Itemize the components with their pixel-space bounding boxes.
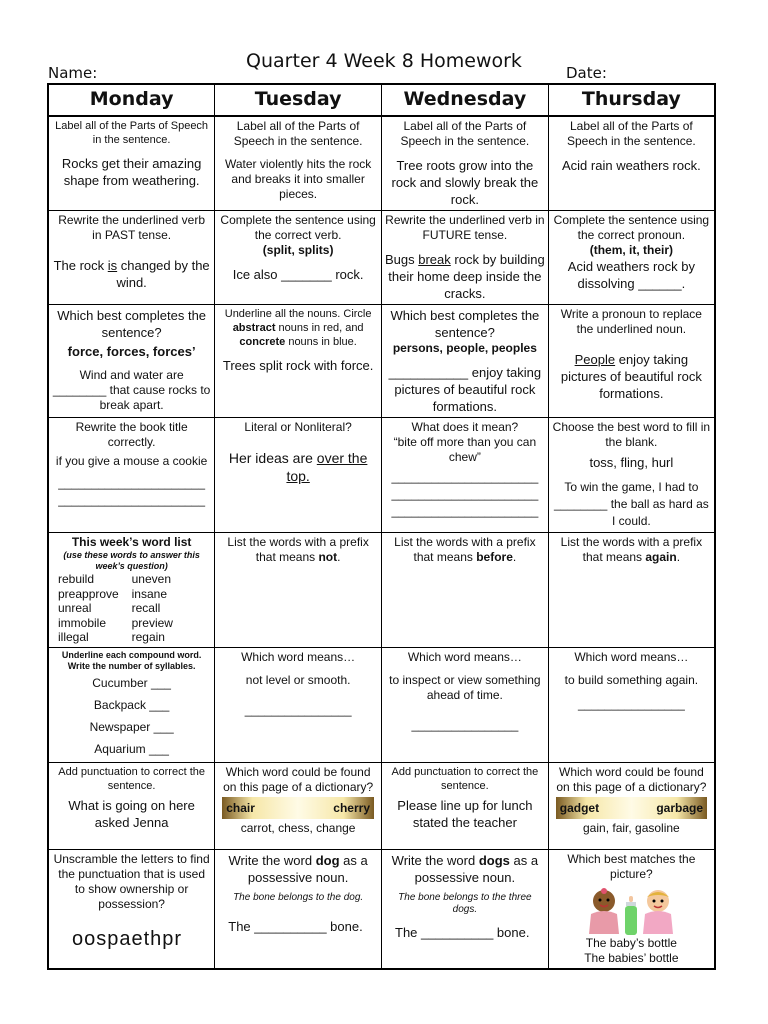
instruction: Add punctuation to correct the sentence. — [58, 765, 205, 792]
instruction: Underline all the nouns. Circle abstract nouns in red, and concrete nouns in blue. — [224, 308, 372, 348]
sentence: The __________ bone. — [395, 924, 530, 940]
row-titles-idioms — [48, 418, 715, 533]
pronoun-choices: (them, it, their) — [589, 243, 674, 257]
cell-tue-1 — [215, 116, 382, 211]
cell-thu-6 — [548, 647, 715, 762]
cell-thu-2 — [548, 211, 715, 305]
cell-mon-7 — [48, 762, 215, 849]
word-choices: force, forces, forces’ — [67, 344, 196, 359]
row-parts-of-speech — [48, 116, 715, 211]
word-list-title: This week’s word list — [71, 535, 192, 549]
instruction: Which best completes the sentence? — [390, 308, 540, 340]
word-choices: persons, people, peoples — [392, 341, 537, 355]
cell-tue-5 — [215, 533, 382, 648]
cell-thu-3 — [548, 305, 715, 418]
instruction: Which word means… — [574, 649, 689, 664]
underlined-phrase: over the top. — [286, 450, 368, 484]
instruction: Write the word dog as a possessive noun. — [228, 852, 368, 885]
row-verbs-pronouns — [48, 211, 715, 305]
instruction: Label all of the Parts of Speech in the sentence. — [55, 120, 209, 146]
cell-wed-6 — [382, 647, 549, 762]
date-label: Date: — [566, 64, 607, 82]
cell-wed-2 — [382, 211, 549, 305]
row-possessives — [48, 849, 715, 969]
instruction: List the words with a prefix that means again. — [560, 535, 703, 564]
cell-wed-3 — [382, 305, 549, 418]
sentence: Wind and water are ________ that cause rocks to break apart. — [52, 368, 211, 412]
cell-thu-1 — [548, 116, 715, 211]
cell-thu-8 — [548, 849, 715, 969]
instruction: Rewrite the book title correctly. — [75, 420, 188, 449]
definition: to inspect or view something ahead of time. — [389, 672, 541, 702]
instruction: Complete the sentence using the correct pronoun. — [553, 213, 710, 242]
idiom: “bite off more than you can chew” — [393, 435, 537, 464]
word: recall — [131, 601, 161, 615]
sentence: Her ideas are over the top. — [228, 450, 368, 484]
instruction: Label all of the Parts of Speech in the sentence. — [566, 119, 696, 148]
word-list-note: (use these words to answer this week’s question) — [63, 550, 200, 571]
name-label: Name: — [48, 64, 98, 82]
answer-line: ________________ — [577, 696, 685, 711]
instruction: Add punctuation to correct the sentence. — [391, 765, 539, 792]
word-choices: carrot, chess, change — [240, 820, 356, 835]
word-choices: gain, fair, gasoline — [583, 820, 680, 835]
book-title: if you give a mouse a cookie — [55, 454, 208, 468]
word: immobile — [58, 615, 107, 630]
sentence: Acid weathers rock by dissolving ______. — [567, 259, 695, 291]
cell-mon-1 — [48, 116, 215, 211]
sentence: The __________ bone. — [228, 918, 363, 934]
cell-tue-2 — [215, 211, 382, 305]
cell-mon-5 — [48, 533, 215, 648]
sentence: Rocks get their amazing shape from weathering. — [61, 156, 202, 188]
cell-mon-3 — [48, 305, 215, 418]
day-header-thursday: Thursday — [548, 84, 715, 116]
word: preview — [131, 615, 173, 630]
day-header-tuesday: Tuesday — [215, 84, 382, 116]
answer-line: ______________________ — [391, 487, 539, 501]
cell-thu-4 — [548, 418, 715, 533]
underlined-verb: break — [418, 252, 451, 267]
baby-icon — [586, 888, 622, 936]
cell-tue-4 — [215, 418, 382, 533]
word: uneven — [131, 572, 171, 586]
cell-wed-4 — [382, 418, 549, 533]
instruction: Which word could be found on this page of a dictionary? — [223, 764, 374, 794]
word: illegal — [58, 630, 89, 644]
instruction: Label all of the Parts of Speech in the sentence. — [233, 119, 363, 148]
day-header-monday: Monday — [48, 84, 215, 116]
compound-item: Cucumber ___ — [92, 675, 171, 690]
word: insane — [131, 586, 167, 601]
cell-wed-8 — [382, 849, 549, 969]
example: The bone belongs to the three dogs. — [398, 891, 532, 915]
sentence: Acid rain weathers rock. — [562, 158, 701, 173]
instruction: Write the word dogs as a possessive noun. — [391, 852, 539, 885]
sentence: Bugs break rock by building their home deep inside the cracks. — [385, 252, 545, 301]
word: rebuild — [58, 572, 95, 586]
instruction: List the words with a prefix that means before. — [394, 535, 536, 564]
row-punctuation-dictionary — [48, 762, 715, 849]
row-prefixes — [48, 533, 715, 648]
row-nouns — [48, 305, 715, 418]
word-choices: toss, fling, hurl — [589, 455, 674, 470]
cell-wed-1 — [382, 116, 549, 211]
guide-word: gadget — [559, 800, 600, 815]
instruction: Choose the best word to fill in the blank. — [552, 420, 711, 449]
sentence: The rock is changed by the wind. — [53, 258, 210, 290]
cell-tue-8 — [215, 849, 382, 969]
cell-mon-2 — [48, 211, 215, 305]
answer-line: ______________________ — [391, 504, 539, 518]
cell-tue-3 — [215, 305, 382, 418]
header-row — [48, 84, 715, 116]
answer-line: ________________ — [244, 702, 352, 717]
instruction: Underline each compound word. Write the number of syllables. — [61, 649, 202, 671]
guide-words-banner — [556, 797, 707, 819]
sentence: Tree roots grow into the rock and slowly break the rock. — [391, 158, 539, 207]
cell-wed-7 — [382, 762, 549, 849]
instruction: Which word could be found on this page of a dictionary? — [556, 764, 707, 794]
cell-thu-7 — [548, 762, 715, 849]
sentence: Ice also _______ rock. — [232, 267, 364, 282]
verb-choices: (split, splits) — [262, 243, 334, 257]
sentence: Trees split rock with force. — [222, 358, 374, 373]
instruction: Write a pronoun to replace the underlined noun. — [560, 307, 702, 336]
instruction: Rewrite the underlined verb in FUTURE tense. — [385, 213, 545, 242]
cell-mon-4 — [48, 418, 215, 533]
cell-mon-8 — [48, 849, 215, 969]
sentence: What is going on here asked Jenna — [68, 797, 195, 830]
guide-word: garbage — [656, 800, 703, 815]
compound-item: Aquarium ___ — [94, 741, 169, 756]
sentence: People enjoy taking pictures of beautiful rock formations. — [560, 352, 702, 401]
guide-word: cherry — [333, 800, 370, 815]
instruction: List the words with a prefix that means not. — [227, 535, 369, 564]
option: The baby’s bottle — [585, 935, 677, 950]
page-title: Quarter 4 Week 8 Homework — [246, 50, 522, 72]
sentence: Water violently hits the rock and breaks it into smaller pieces. — [224, 157, 372, 201]
definition: not level or smooth. — [245, 672, 351, 687]
sentence: To win the game, I had to ________ the ball as hard as I could. — [553, 480, 709, 528]
cell-wed-5 — [382, 533, 549, 648]
instruction: Label all of the Parts of Speech in the sentence. — [400, 119, 530, 148]
instruction: Which word means… — [241, 649, 356, 664]
word-list — [52, 572, 211, 645]
baby-icon — [640, 888, 676, 936]
compound-item: Newspaper ___ — [89, 719, 174, 734]
answer-line: ______________________ — [58, 476, 206, 490]
word: preapprove — [58, 586, 119, 601]
example: The bone belongs to the dog. — [233, 891, 364, 903]
cell-mon-6 — [48, 647, 215, 762]
definition: to build something again. — [564, 672, 699, 687]
day-header-wednesday: Wednesday — [382, 84, 549, 116]
cell-tue-6 — [215, 647, 382, 762]
row-compound-meanings — [48, 647, 715, 762]
bottle-icon — [624, 896, 638, 936]
instruction: Rewrite the underlined verb in PAST tense. — [58, 213, 205, 242]
answer-line: ________________ — [411, 717, 519, 732]
compound-item: Backpack ___ — [93, 697, 170, 712]
sentence: Please line up for lunch stated the teacher — [397, 797, 533, 830]
guide-words-banner — [222, 797, 374, 819]
instruction: Complete the sentence using the correct verb. — [220, 213, 376, 242]
instruction: What does it mean? — [411, 420, 519, 434]
cell-thu-5 — [548, 533, 715, 648]
underlined-verb: is — [107, 258, 118, 273]
instruction: Which best completes the sentence? — [57, 308, 207, 340]
word: unreal — [58, 601, 92, 615]
answer-line: ______________________ — [391, 470, 539, 484]
guide-word: chair — [226, 800, 255, 815]
instruction: Literal or Nonliteral? — [244, 420, 352, 434]
cell-tue-7 — [215, 762, 382, 849]
answer-line: ______________________ — [58, 493, 206, 507]
sentence: ___________ enjoy taking pictures of beautiful rock formations. — [388, 365, 542, 414]
babies-bottle-picture — [552, 886, 711, 936]
scrambled-word: oospaethpr — [72, 927, 183, 950]
instruction: Which best matches the picture? — [567, 851, 696, 881]
instruction: Unscramble the letters to find the punctuation that is used to show ownership or possession? — [53, 851, 210, 911]
word: regain — [131, 630, 165, 644]
underlined-noun: People — [574, 352, 616, 367]
instruction: Which word means… — [407, 649, 522, 664]
homework-table — [47, 83, 716, 970]
option: The babies’ bottle — [584, 950, 679, 965]
